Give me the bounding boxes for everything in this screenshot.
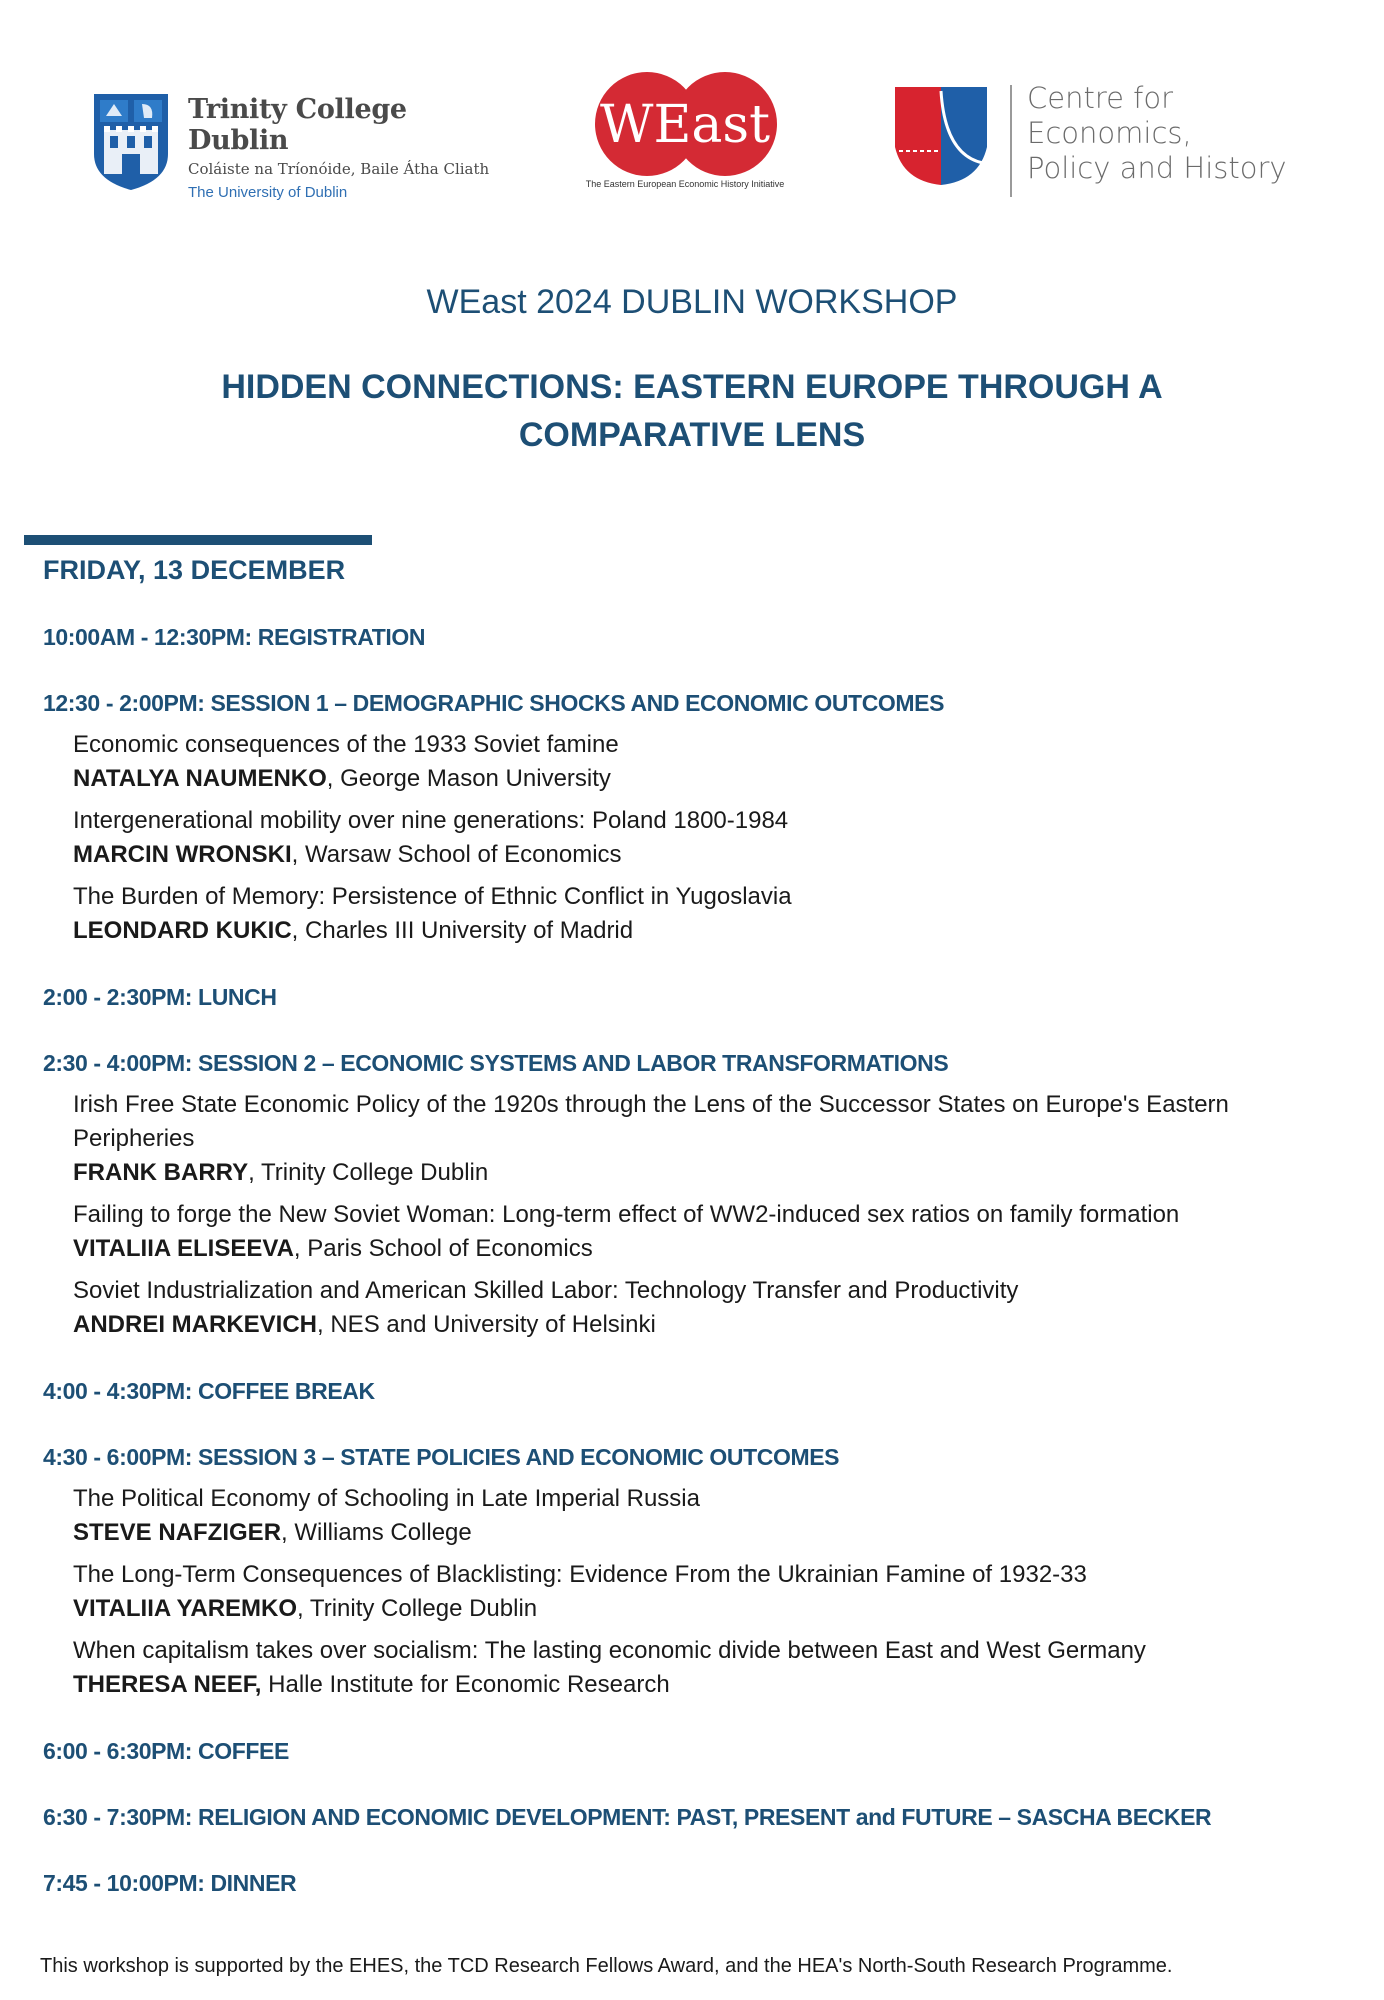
cep-wordmark <box>1027 81 1287 186</box>
author-name: NATALYA NAUMENKO <box>73 765 327 792</box>
paper-title: The Burden of Memory: Persistence of Ethnic Conflict in Yugoslavia <box>73 883 792 910</box>
tcd-crest-icon <box>92 92 170 192</box>
time-slot: 4:00 - 4:30PM: COFFEE BREAK <box>43 1378 375 1404</box>
schedule-block <box>43 1768 1353 1834</box>
schedule-block <box>43 1702 1353 1768</box>
main-title: HIDDEN CONNECTIONS: EASTERN EUROPE THROUGH A COMPARATIVE LENS <box>221 368 1163 454</box>
paper-title: The Political Economy of Schooling in Late Imperial Russia <box>73 1485 700 1512</box>
paper-author-line <box>73 914 1353 948</box>
author-name: LEONDARD KUKIC <box>73 917 292 944</box>
paper-title: Soviet Industrialization and American Skilled Labor: Technology Transfer and Productivity <box>73 1277 1019 1304</box>
weast-tagline: The Eastern European Economic History Initiative <box>585 179 785 189</box>
paper-item <box>73 1198 1353 1266</box>
paper-item <box>73 804 1353 872</box>
cep-divider <box>1010 85 1012 197</box>
time-slot: 2:30 - 4:00PM: SESSION 2 – ECONOMIC SYSTEMS AND LABOR TRANSFORMATIONS <box>43 1050 949 1076</box>
author-affiliation: , Paris School of Economics <box>293 1235 593 1262</box>
paper-item <box>73 728 1353 796</box>
author-name: VITALIIA YAREMKO <box>73 1595 298 1622</box>
tcd-wordmark <box>188 94 492 201</box>
paper-title: Intergenerational mobility over nine generations: Poland 1800-1984 <box>73 807 789 834</box>
paper-list <box>43 1088 1353 1342</box>
author-name: VITALIIA ELISEEVA <box>73 1235 294 1262</box>
weast-logo <box>565 70 805 198</box>
weast-wordmark: WEast <box>600 95 770 155</box>
paper-author-line <box>73 838 1353 872</box>
author-affiliation: , Trinity College Dublin <box>248 1159 489 1186</box>
tcd-university: The University of Dublin <box>188 184 348 201</box>
time-slot: 4:30 - 6:00PM: SESSION 3 – STATE POLICIES AND ECONOMIC OUTCOMES <box>43 1444 840 1470</box>
time-slot: 10:00AM - 12:30PM: REGISTRATION <box>43 624 426 650</box>
time-slot: 7:45 - 10:00PM: DINNER <box>43 1870 297 1896</box>
cep-line-1: Centre for <box>1027 81 1174 115</box>
paper-item <box>73 880 1353 948</box>
day-heading: FRIDAY, 13 DECEMBER <box>43 555 346 585</box>
tcd-irish-name: Coláiste na Tríonóide, Baile Átha Cliath <box>188 160 490 178</box>
schedule-block <box>43 948 1353 1014</box>
schedule-block <box>43 654 1353 948</box>
author-affiliation: , Williams College <box>281 1519 472 1546</box>
weast-circles-icon <box>565 70 805 178</box>
paper-item <box>73 1634 1353 1702</box>
paper-list <box>43 728 1353 948</box>
paper-item <box>73 1088 1353 1190</box>
paper-author-line <box>73 762 1353 796</box>
block-spacer <box>43 1408 1353 1440</box>
paper-author-line <box>73 1668 1353 1702</box>
paper-title: The Long-Term Consequences of Blacklisting: Evidence From the Ukrainian Famine of 1932-33 <box>73 1561 1087 1588</box>
block-spacer <box>43 1342 1353 1374</box>
author-affiliation: , Warsaw School of Economics <box>291 841 622 868</box>
block-spacer <box>43 948 1353 980</box>
cep-line-2: Economics, <box>1027 116 1192 150</box>
paper-title: Irish Free State Economic Policy of the 1920s through the Lens of the Successor States on Europe's Eastern Peripheries <box>73 1091 1229 1152</box>
time-slot: 6:30 - 7:30PM: RELIGION AND ECONOMIC DEVELOPMENT: PAST, PRESENT and FUTURE – SASCHA BECKER <box>43 1804 1212 1830</box>
workshop-title: WEast 2024 DUBLIN WORKSHOP <box>426 283 958 321</box>
cep-logo <box>895 81 1335 195</box>
author-name: THERESA NEEF, <box>73 1671 262 1698</box>
author-name: MARCIN WRONSKI <box>73 841 292 868</box>
schedule-block <box>43 1408 1353 1702</box>
schedule-block <box>43 1014 1353 1342</box>
paper-item <box>73 1274 1353 1342</box>
author-affiliation: , NES and University of Helsinki <box>317 1311 656 1338</box>
author-name: FRANK BARRY <box>73 1159 249 1186</box>
schedule-block <box>43 620 1353 654</box>
block-spacer <box>43 1702 1353 1734</box>
block-spacer <box>43 1834 1353 1866</box>
paper-author-line <box>73 1516 1353 1550</box>
cep-emblem-icon <box>895 85 987 187</box>
author-name: ANDREI MARKEVICH <box>73 1311 318 1338</box>
paper-list <box>43 1482 1353 1702</box>
paper-author-line <box>73 1156 1353 1190</box>
block-spacer <box>43 1768 1353 1800</box>
cep-line-3: Policy and History <box>1027 151 1287 185</box>
time-slot: 2:00 - 2:30PM: LUNCH <box>43 984 277 1010</box>
footer-note: This workshop is supported by the EHES, the TCD Research Fellows Award, and the HEA's North-South Research Programme. <box>40 1955 1173 1977</box>
tcd-name: Trinity College Dublin <box>188 94 407 156</box>
paper-title: When capitalism takes over socialism: The lasting economic divide between East and West Germany <box>73 1637 1146 1664</box>
author-affiliation: Halle Institute for Economic Research <box>261 1671 670 1698</box>
author-affiliation: , Charles III University of Madrid <box>291 917 634 944</box>
author-affiliation: , George Mason University <box>326 765 611 792</box>
paper-item <box>73 1482 1353 1550</box>
paper-item <box>73 1558 1353 1626</box>
section-rule <box>24 535 372 545</box>
time-slot: 6:00 - 6:30PM: COFFEE <box>43 1738 289 1764</box>
author-affiliation: , Trinity College Dublin <box>297 1595 538 1622</box>
paper-author-line <box>73 1308 1353 1342</box>
paper-author-line <box>73 1232 1353 1266</box>
block-spacer <box>43 654 1353 686</box>
time-slot: 12:30 - 2:00PM: SESSION 1 – DEMOGRAPHIC SHOCKS AND ECONOMIC OUTCOMES <box>43 690 945 716</box>
schedule <box>43 620 1353 1900</box>
paper-title: Failing to forge the New Soviet Woman: Long-term effect of WW2-induced sex ratios on family formation <box>73 1201 1180 1228</box>
schedule-block <box>43 1834 1353 1900</box>
schedule-block <box>43 1342 1353 1408</box>
tcd-logo <box>92 92 492 201</box>
paper-author-line <box>73 1592 1353 1626</box>
header-logos <box>0 70 1384 200</box>
block-spacer <box>43 1014 1353 1046</box>
paper-title: Economic consequences of the 1933 Soviet famine <box>73 731 619 758</box>
author-name: STEVE NAFZIGER <box>73 1519 282 1546</box>
